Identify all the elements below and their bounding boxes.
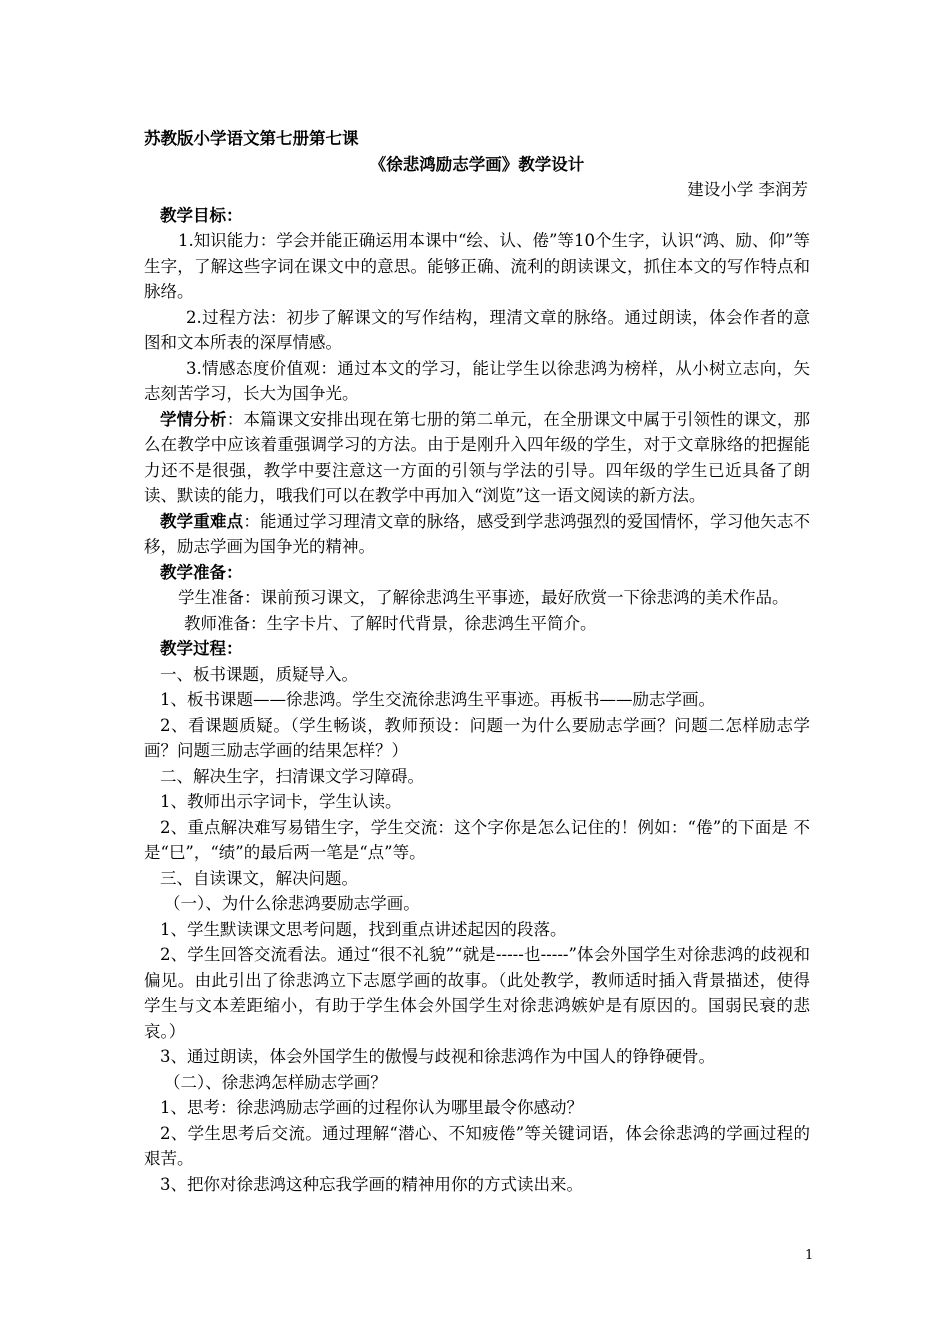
objective-item: 1.知识能力：学会并能正确运用本课中“绘、认、倦”等10个生字，认识“鸿、励、仰”等生字，了解这些字词在课文中的意思。能够正确、流利的朗读课文，抓住本文的写作特点和脉络。 [144, 231, 810, 301]
process-step: 1、教师出示字词卡，学生认读。 [160, 792, 402, 811]
document-body [144, 126, 810, 1197]
process-step: 一、板书课题，质疑导入。 [160, 664, 358, 684]
lesson-title: 《徐悲鸿励志学画》教学设计 [369, 154, 585, 174]
process-step: 三、自读课文，解决问题。 [160, 868, 358, 888]
process-step: 1、板书课题——徐悲鸿。学生交流徐悲鸿生平事迹。再板书——励志学画。 [160, 690, 715, 709]
process-step: 3、把你对徐悲鸿这种忘我学画的精神用你的方式读出来。 [160, 1174, 583, 1194]
objective-item: 3.情感态度价值观：通过本文的学习，能让学生以徐悲鸿为榜样，从小树立志向，矢志刻苦学习，长大为国争光。 [144, 358, 810, 403]
process-step: 2、看课题质疑。（学生畅谈，教师预设：问题一为什么要励志学画？问题二怎样励志学画？问题三励志学画的结果怎样？） [144, 715, 810, 760]
analysis-paragraph [144, 407, 810, 509]
process-heading: 教学过程： [160, 639, 243, 658]
objectives-heading: 教学目标： [160, 205, 243, 225]
keypoints-heading: 教学重难点 [160, 511, 244, 531]
preparation-heading: 教学准备： [160, 562, 243, 582]
process-step: 1、学生默读课文思考问题，找到重点讲述起因的段落。 [160, 919, 567, 939]
process-step: （一）、为什么徐悲鸿要励志学画。 [164, 894, 420, 913]
process-step: 2、学生思考后交流。通过理解“潜心、不知疲倦”等关键词语，体会徐悲鸿的学画过程的艰苦。 [144, 1123, 810, 1168]
objective-item: 2.过程方法：初步了解课文的写作结构，理清文章的脉络。通过朗读，体会作者的意图和文本所表的深厚情感。 [144, 307, 810, 352]
process-step: 1、思考：徐悲鸿励志学画的过程你认为哪里最令你感动？ [160, 1098, 583, 1117]
keypoints-text: ：能通过学习理清文章的脉络，感受到学悲鸿强烈的爱国情怀，学习他矢志不移，励志学画为国争光的精神。 [144, 511, 811, 556]
analysis-text: ：本篇课文安排出现在第七册的第二单元，在全册课文中属于引领性的课文，那么在教学中应该着重强调学习的方法。由于是刚升入四年级的学生，对于文章脉络的把握能力还不是很强，教学中要注意这一方面的引领与学法的引导。四年级的学生已近具备了朗读、默读的能力，哦我们可以在教学中再加入“浏览”这一语文阅读的新方法。 [144, 409, 811, 505]
series-line: 苏教版小学语文第七册第七课 [144, 129, 359, 148]
process-step: （二）、徐悲鸿怎样励志学画？ [164, 1072, 387, 1092]
process-step: 2、重点解决难写易错生字，学生交流：这个字你是怎么记住的！例如：“倦”的下面是 不是“巳”，“绩”的最后两一笔是“点”等。 [144, 817, 810, 862]
student-preparation: 学生准备：课前预习课文，了解徐悲鸿生平事迹，最好欣赏一下徐悲鸿的美术作品。 [178, 588, 789, 607]
process-step: 3、通过朗读，体会外国学生的傲慢与歧视和徐悲鸿作为中国人的铮铮硬骨。 [160, 1047, 715, 1066]
process-step: 二、解决生字，扫清课文学习障碍。 [160, 766, 424, 786]
keypoints-paragraph [144, 509, 810, 560]
analysis-heading: 学情分析 [160, 409, 227, 429]
process-step: 2、学生回答交流看法。通过“很不礼貌”“就是-----也-----”体会外国学生对徐悲鸿的歧视和偏见。由此引出了徐悲鸿立下志愿学画的故事。（此处教学，教师适时插入背景描述，使得学生与文本差距缩小，有助于学生体会外国学生对徐悲鸿嫉妒是有原因的。国弱民衰的悲哀。） [144, 945, 810, 1041]
page-number: 1 [805, 1248, 814, 1263]
teacher-preparation: 教师准备：生字卡片、了解时代背景，徐悲鸿生平简介。 [184, 613, 597, 633]
author-line: 建设小学 李润芳 [687, 180, 808, 199]
